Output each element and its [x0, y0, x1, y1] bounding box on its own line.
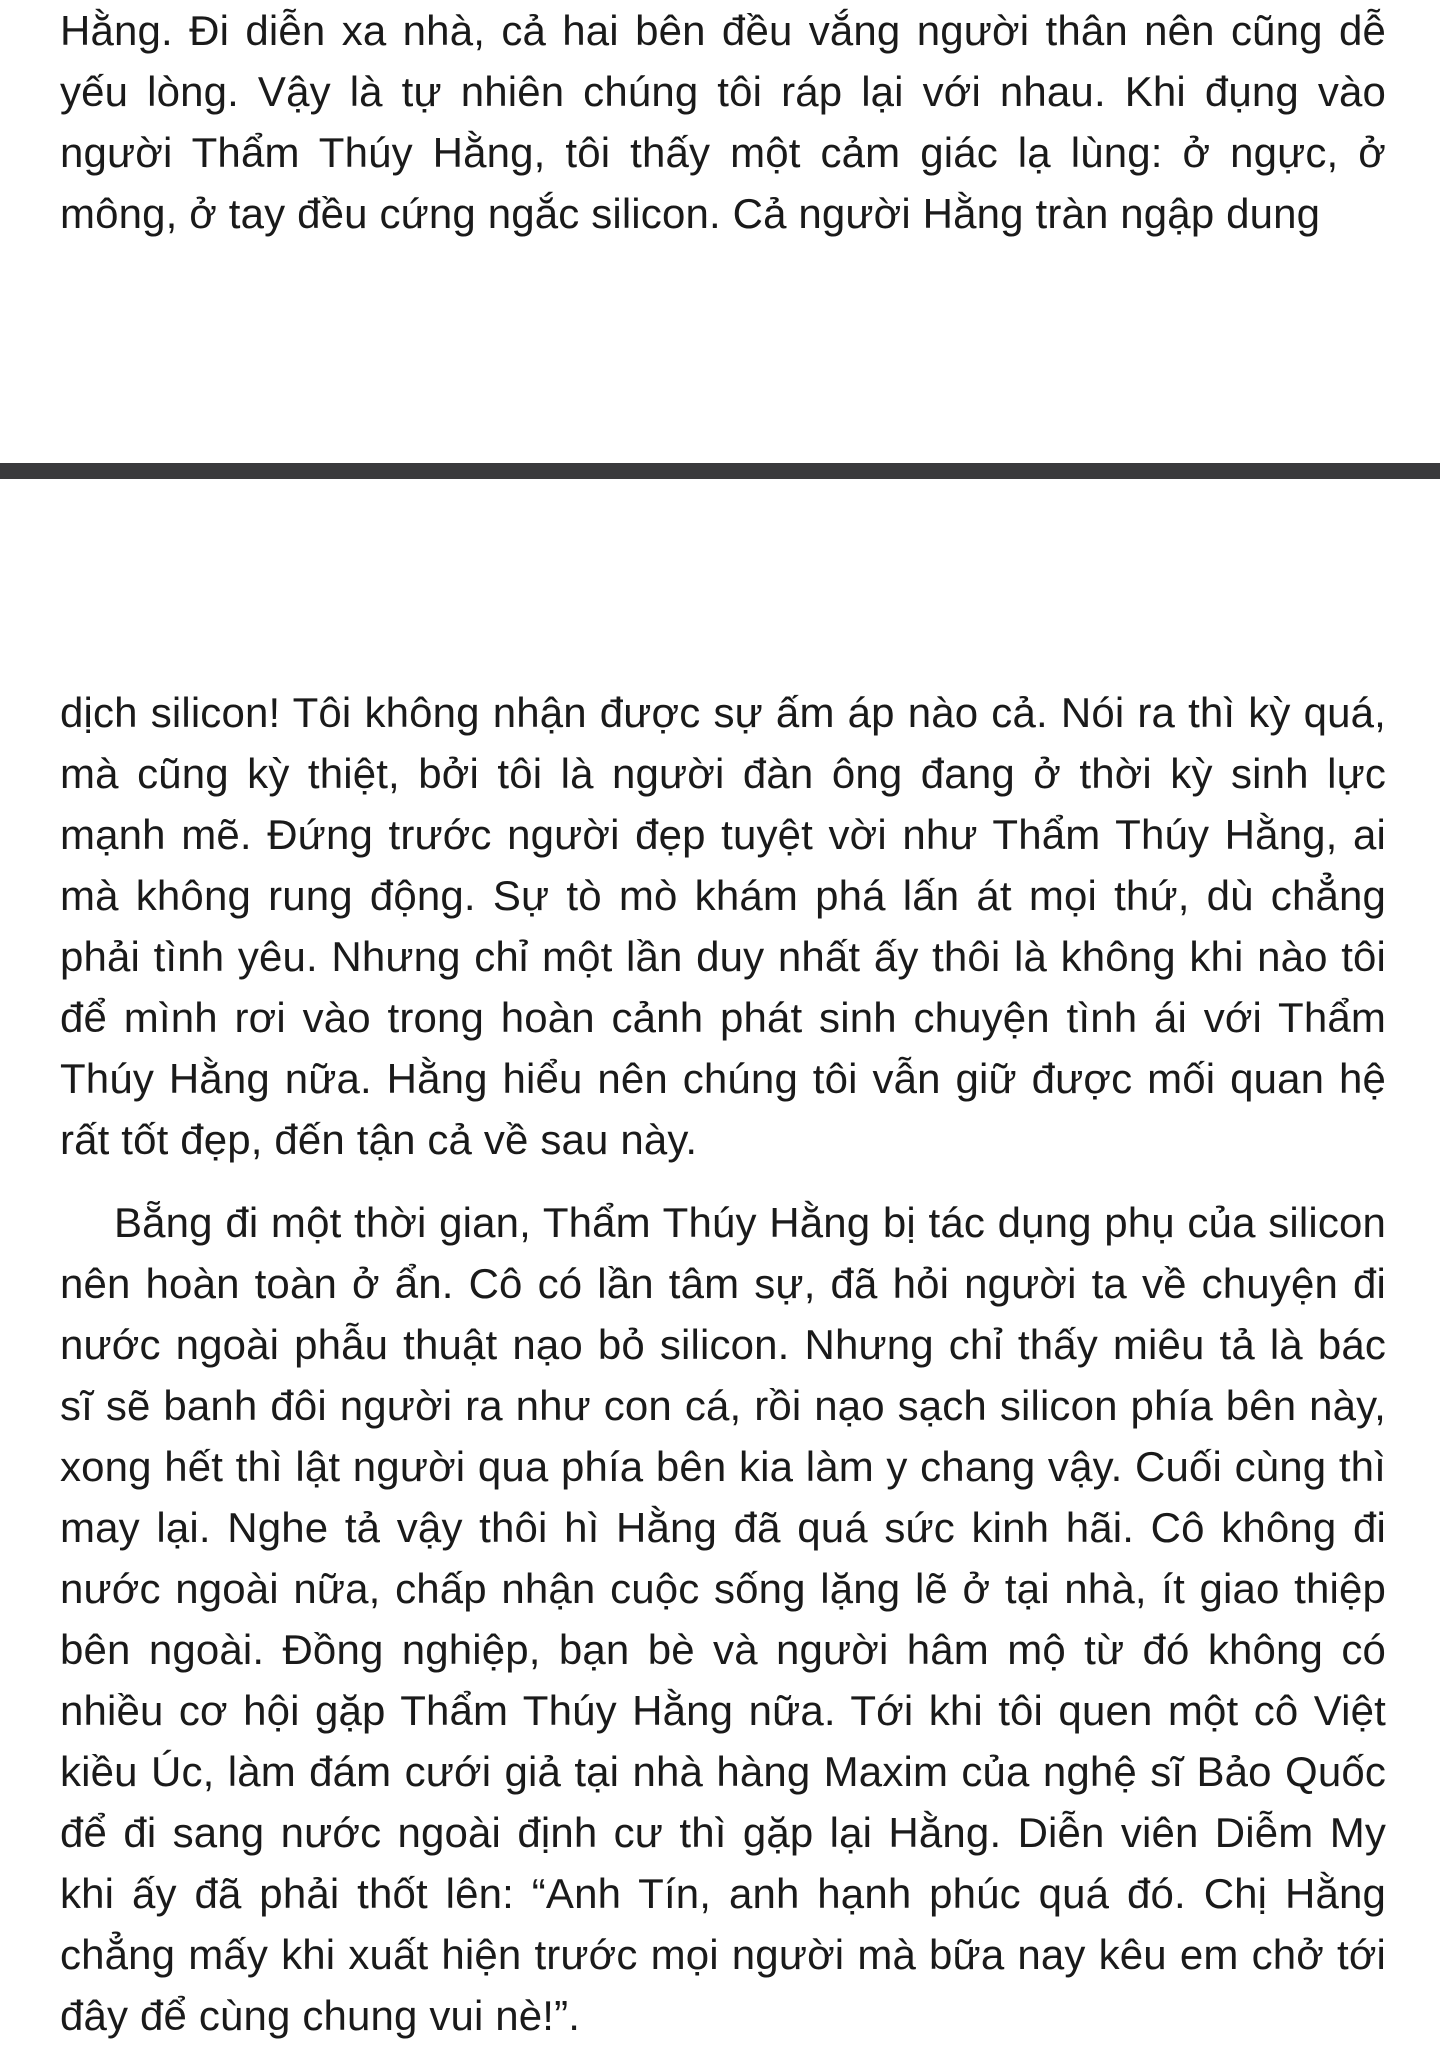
page-bottom-section	[60, 682, 1386, 2046]
paragraph-continued: Hằng. Đi diễn xa nhà, cả hai bên đều vắng người thân nên cũng dễ yếu lòng. Vậy là tự nhiên chúng tôi ráp lại với nhau. Khi đụng vào người Thẩm Thúy Hằng, tôi thấy một cảm giác lạ lùng: ở ngực, ở mông, ở tay đều cứng ngắc silicon. Cả người Hằng tràn ngập dung	[60, 7, 1386, 237]
paragraph-2: Bẵng đi một thời gian, Thẩm Thúy Hằng bị tác dụng phụ của silicon nên hoàn toàn ở ẩn. Cô có lần tâm sự, đã hỏi người ta về chuyện đi nước ngoài phẫu thuật nạo bỏ silicon. Nhưng chỉ thấy miêu tả là bác sĩ sẽ banh đôi người ra như con cá, rồi nạo sạch silicon phía bên này, xong hết thì lật người qua phía bên kia làm y chang vậy. Cuối cùng thì may lại. Nghe tả vậy thôi hì Hằng đã quá sức kinh hãi. Cô không đi nước ngoài nữa, chấp nhận cuộc sống lặng lẽ ở tại nhà, ít giao thiệp bên ngoài. Đồng nghiệp, bạn bè và người hâm mộ từ đó không có nhiều cơ hội gặp Thẩm Thúy Hằng nữa. Tới khi tôi quen một cô Việt kiều Úc, làm đám cưới giả tại nhà hàng Maxim của nghệ sĩ Bảo Quốc để đi sang nước ngoài định cư thì gặp lại Hằng. Diễn viên Diễm My khi ấy đã phải thốt lên: “Anh Tín, anh hạnh phúc quá đó. Chị Hằng chẳng mấy khi xuất hiện trước mọi người mà bữa nay kêu em chở tới đây để cùng chung vui nè!”.	[60, 1199, 1386, 2039]
page-top-section	[60, 0, 1386, 244]
paragraph-1: dịch silicon! Tôi không nhận được sự ấm áp nào cả. Nói ra thì kỳ quá, mà cũng kỳ thiệt, bởi tôi là người đàn ông đang ở thời kỳ sinh lực mạnh mẽ. Đứng trước người đẹp tuyệt vời như Thẩm Thúy Hằng, ai mà không rung động. Sự tò mò khám phá lấn át mọi thứ, dù chẳng phải tình yêu. Nhưng chỉ một lần duy nhất ấy thôi là không khi nào tôi để mình rơi vào trong hoàn cảnh phát sinh chuyện tình ái với Thẩm Thúy Hằng nữa. Hằng hiểu nên chúng tôi vẫn giữ được mối quan hệ rất tốt đẹp, đến tận cả về sau này.	[60, 689, 1386, 1163]
page-divider	[0, 463, 1440, 479]
